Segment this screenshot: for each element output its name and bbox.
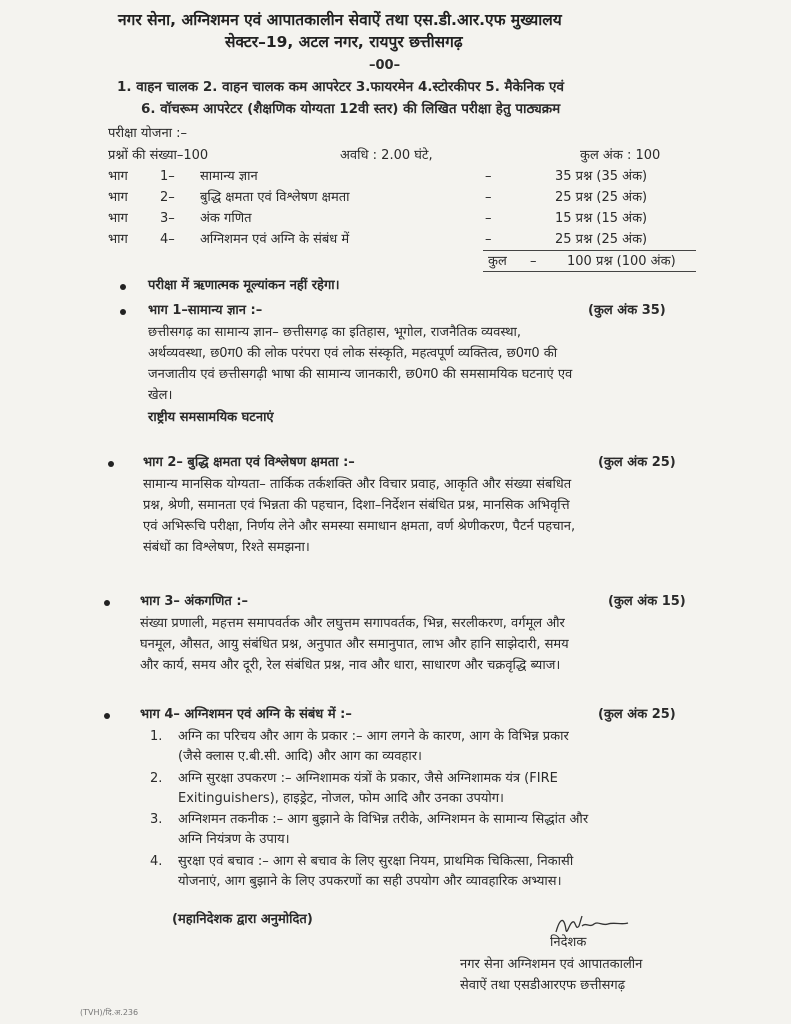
scheme-row-marks: 25 प्रश्न (25 अंक) [555, 190, 648, 205]
scheme-row-num: 3– [160, 211, 175, 226]
subject-line1: 1. वाहन चालक 2. वाहन चालक कम आपरेटर 3.फायरमेन 4.स्टोरकीपर 5. मैकेनिक एवं [117, 79, 564, 95]
part2-line: प्रश्न, श्रेणी, समानता एवं भिन्नता की पहचान, दिशा–निर्देशन संबंधित प्रश्न, मानसिक अभिवृत्ति [143, 498, 570, 513]
part4-item-num: 1. [150, 729, 163, 744]
part3-line: घनमूल, औसत, आयु संबंधित प्रश्न, अनुपात और समानुपात, लाभ और हानि साझेदारी, समय [140, 637, 569, 652]
scheme-row-bhag: भाग [108, 190, 128, 205]
part4-item-num: 4. [150, 854, 163, 869]
scheme-row-subject: अग्निशमन एवं अग्नि के संबंध में [200, 232, 350, 247]
scheme-row-marks: 15 प्रश्न (15 अंक) [555, 211, 648, 226]
scheme-row-num: 4– [160, 232, 175, 247]
scheme-total: कुल अंक : 100 [580, 148, 661, 163]
part4-item-num: 3. [150, 812, 163, 827]
header-line2: सेक्टर–19, अटल नगर, रायपुर छत्तीसगढ़ [225, 33, 463, 51]
part3-heading: भाग 3– अंकगणित :– [140, 594, 249, 609]
part1-line: अर्थव्यवस्था, छ0ग0 की लोक परंपरा एवं लोक संस्कृति, महत्वपूर्ण व्यक्तित्व, छ0ग0 की [148, 346, 558, 361]
part4-heading: भाग 4– अग्निशमन एवं अग्नि के संबंध में :– [140, 707, 352, 722]
part4-item-line: योजनाएं, आग बुझाने के लिए उपकरणों का सही उपयोग और व्यावहारिक अभ्यास। [178, 874, 562, 889]
part1-marks: (कुल अंक 35) [588, 303, 666, 318]
part1-line: छत्तीसगढ़ का सामान्य ज्ञान– छत्तीसगढ़ का इतिहास, भूगोल, राजनैतिक व्यवस्था, [148, 325, 522, 340]
signatory-line2: सेवाऐं तथा एसडीआरएफ छत्तीसगढ़ [460, 978, 626, 993]
part4-item-line: अग्नि नियंत्रण के उपाय। [178, 832, 290, 847]
subject-line2: 6. वॉचरूम आपरेटर (शैक्षणिक योग्यता 12वी स्तर) की लिखित परीक्षा हेतु पाठ्यक्रम [141, 101, 561, 117]
part4-item-line: अग्नि सुरक्षा उपकरण :– अग्निशामक यंत्रों के प्रकार, जैसे अग्निशामक यंत्र (FIRE [178, 771, 558, 786]
sum-top-rule [483, 250, 696, 251]
approval-note: (महानिदेशक द्वारा अनुमोदित) [172, 912, 313, 927]
scheme-row-dash: – [485, 232, 492, 247]
part1-line: खेल। [148, 388, 173, 403]
part4-item-num: 2. [150, 771, 163, 786]
scheme-row-bhag: भाग [108, 232, 128, 247]
bullet-icon [104, 600, 110, 606]
part3-line: संख्या प्रणाली, महत्तम समापवर्तक और लघुत्तम सगापवर्तक, भिन्न, सरलीकरण, वर्गमूल और [140, 616, 565, 631]
bullet-icon [108, 461, 114, 467]
scheme-row-num: 2– [160, 190, 175, 205]
scheme-row-dash: – [485, 190, 492, 205]
negative-marking-note: परीक्षा में ऋणात्मक मूल्यांकन नहीं रहेगा। [148, 278, 340, 293]
scheme-row-num: 1– [160, 169, 175, 184]
scheme-row-subject: बुद्धि क्षमता एवं विश्लेषण क्षमता [200, 190, 350, 205]
bullet-icon [104, 713, 110, 719]
part3-line: और कार्य, समय और दूरी, रेल संबंधित प्रश्न, नाव और धारा, साधारण और चक्रवृद्धि ब्याज। [140, 658, 561, 673]
part1-national: राष्ट्रीय समसामयिक घटनाएं [148, 410, 274, 425]
part4-item-line: सुरक्षा एवं बचाव :– आग से बचाव के लिए सुरक्षा नियम, प्राथमिक चिकित्सा, निकासी [178, 854, 574, 869]
header-line1: नगर सेना, अग्निशमन एवं आपातकालीन सेवाऐं तथा एस.डी.आर.एफ मुख्यालय [118, 11, 562, 29]
part2-line: एवं अभिरूचि परीक्षा, निर्णय लेने और समस्या समाधान क्षमता, वर्ण श्रेणीकरण, पैटर्न पहचान, [143, 519, 576, 534]
scheme-row-bhag: भाग [108, 169, 128, 184]
sum-bottom-rule [483, 271, 696, 272]
header-separator: –00– [369, 58, 401, 73]
scheme-sum-label: कुल [488, 254, 507, 269]
scheme-sum-value: 100 प्रश्न (100 अंक) [567, 254, 676, 269]
part2-heading: भाग 2– बुद्धि क्षमता एवं विश्लेषण क्षमता :– [143, 455, 355, 470]
scheme-questions: प्रश्नों की संख्या–100 [108, 148, 209, 163]
part1-line: जनजातीय एवं छत्तीसगढ़ी भाषा की सामान्य जानकारी, छ0ग0 की समसामयिक घटनाएं एव [148, 367, 573, 382]
bullet-icon [120, 309, 126, 315]
scheme-row-dash: – [485, 169, 492, 184]
scheme-title: परीक्षा योजना :– [108, 126, 188, 141]
part4-marks: (कुल अंक 25) [598, 707, 676, 722]
signatory-line1: नगर सेना अग्निशमन एवं आपातकालीन [460, 957, 643, 972]
scheme-row-marks: 35 प्रश्न (35 अंक) [555, 169, 648, 184]
part2-line: सामान्य मानसिक योग्यता– तार्किक तर्कशक्ति और विचार प्रवाह, आकृति और संख्या संबधित [143, 477, 572, 492]
scheme-row-dash: – [485, 211, 492, 226]
scheme-sum-dash: – [530, 254, 537, 269]
bullet-icon [120, 284, 126, 290]
footer-code: (TVH)/दि.अ.236 [80, 1008, 139, 1017]
part3-marks: (कुल अंक 15) [608, 594, 686, 609]
scheme-duration: अवधि : 2.00 घंटे, [340, 148, 433, 163]
scheme-row-subject: अंक गणित [200, 211, 252, 226]
scheme-row-subject: सामान्य ज्ञान [200, 169, 258, 184]
part4-item-line: Exitinguishers), हाइड्रेट, नोजल, फोम आदि और उनका उपयोग। [178, 791, 504, 806]
part4-item-line: अग्नि का परिचय और आग के प्रकार :– आग लगने के कारण, आग के विभिन्न प्रकार [178, 729, 569, 744]
part2-line: संबंधों का विश्लेषण, रिश्ते समझना। [143, 540, 310, 555]
part4-item-line: अग्निशमन तकनीक :– आग बुझाने के विभिन्न तरीके, अग्निशमन के सामान्य सिद्धांत और [178, 812, 589, 827]
scheme-row-marks: 25 प्रश्न (25 अंक) [555, 232, 648, 247]
part4-item-line: (जैसे क्लास ए.बी.सी. आदि) और आग का व्यवहार। [178, 749, 422, 764]
signatory-title: निदेशक [550, 935, 587, 950]
scheme-row-bhag: भाग [108, 211, 128, 226]
part1-heading: भाग 1–सामान्य ज्ञान :– [148, 303, 263, 318]
part2-marks: (कुल अंक 25) [598, 455, 676, 470]
